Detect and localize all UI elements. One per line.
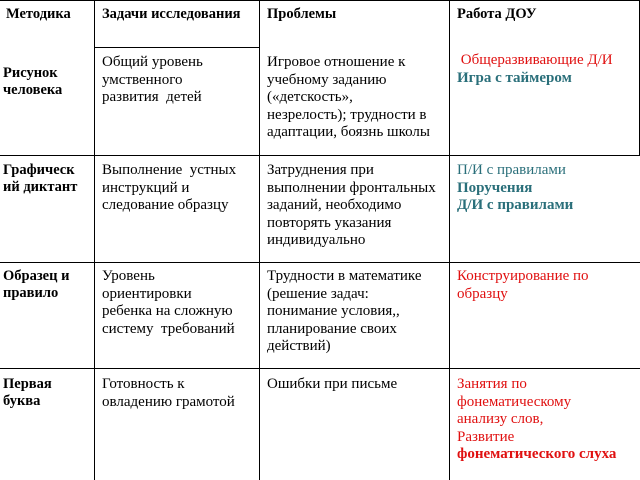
header-work: Работа ДОУ <box>457 6 537 22</box>
row4-method: Первая буква <box>3 376 52 409</box>
row4-tasks: Готовность к овладению грамотой <box>102 376 235 410</box>
row1-tasks: Общий уровень умственного развития детей <box>102 54 203 105</box>
work-line: Занятия по <box>457 376 527 392</box>
row3-method: Образец и правило <box>3 268 70 301</box>
row4-problems: Ошибки при письме <box>267 376 398 392</box>
row-divider <box>94 47 260 48</box>
row2-problems: Затруднения при выполнении фронтальных заданий, необходимо повторять указания индивидуально <box>267 162 436 248</box>
work-line: образцу <box>457 285 508 302</box>
work-line: Развитие <box>457 428 515 445</box>
row-divider <box>0 262 640 263</box>
work-line: анализу слов, <box>457 411 544 427</box>
row1-work <box>457 52 639 87</box>
row3-work <box>457 268 637 303</box>
row3-tasks: Уровень ориентировки ребенка на сложную систему требований <box>102 268 235 337</box>
column-divider <box>449 0 450 480</box>
work-line: Игра с таймером <box>457 69 572 86</box>
work-line: П/И с правилами <box>457 162 566 178</box>
row2-tasks: Выполнение устных инструкций и следование образцу <box>102 162 237 213</box>
row4-work <box>457 376 637 464</box>
work-line: Конструирование по <box>457 268 589 284</box>
header-method: Методика <box>6 6 71 22</box>
row2-work <box>457 162 637 215</box>
work-line: фонематическому <box>457 393 572 410</box>
header-problems: Проблемы <box>267 6 337 22</box>
row3-problems: Трудности в математике (решение задач: понимание условия,, планирование своих действий) <box>267 268 422 354</box>
row1-problems: Игровое отношение к учебному заданию («детскость», незрелость); трудности в адаптации, боязнь школы <box>267 54 430 140</box>
work-line: фонематического слуха <box>457 446 617 462</box>
header-tasks: Задачи исследования <box>102 6 241 22</box>
row2-method: Графическ ий диктант <box>3 162 78 195</box>
work-line: Д/И с правилами <box>457 197 574 213</box>
work-line: Общеразвивающие Д/И <box>457 52 613 68</box>
row1-method: Рисунок человека <box>3 65 63 98</box>
row-divider <box>0 368 640 369</box>
row-divider <box>0 0 640 1</box>
column-divider <box>259 0 260 480</box>
row-divider <box>0 155 640 156</box>
work-line: Поручения <box>457 179 533 196</box>
